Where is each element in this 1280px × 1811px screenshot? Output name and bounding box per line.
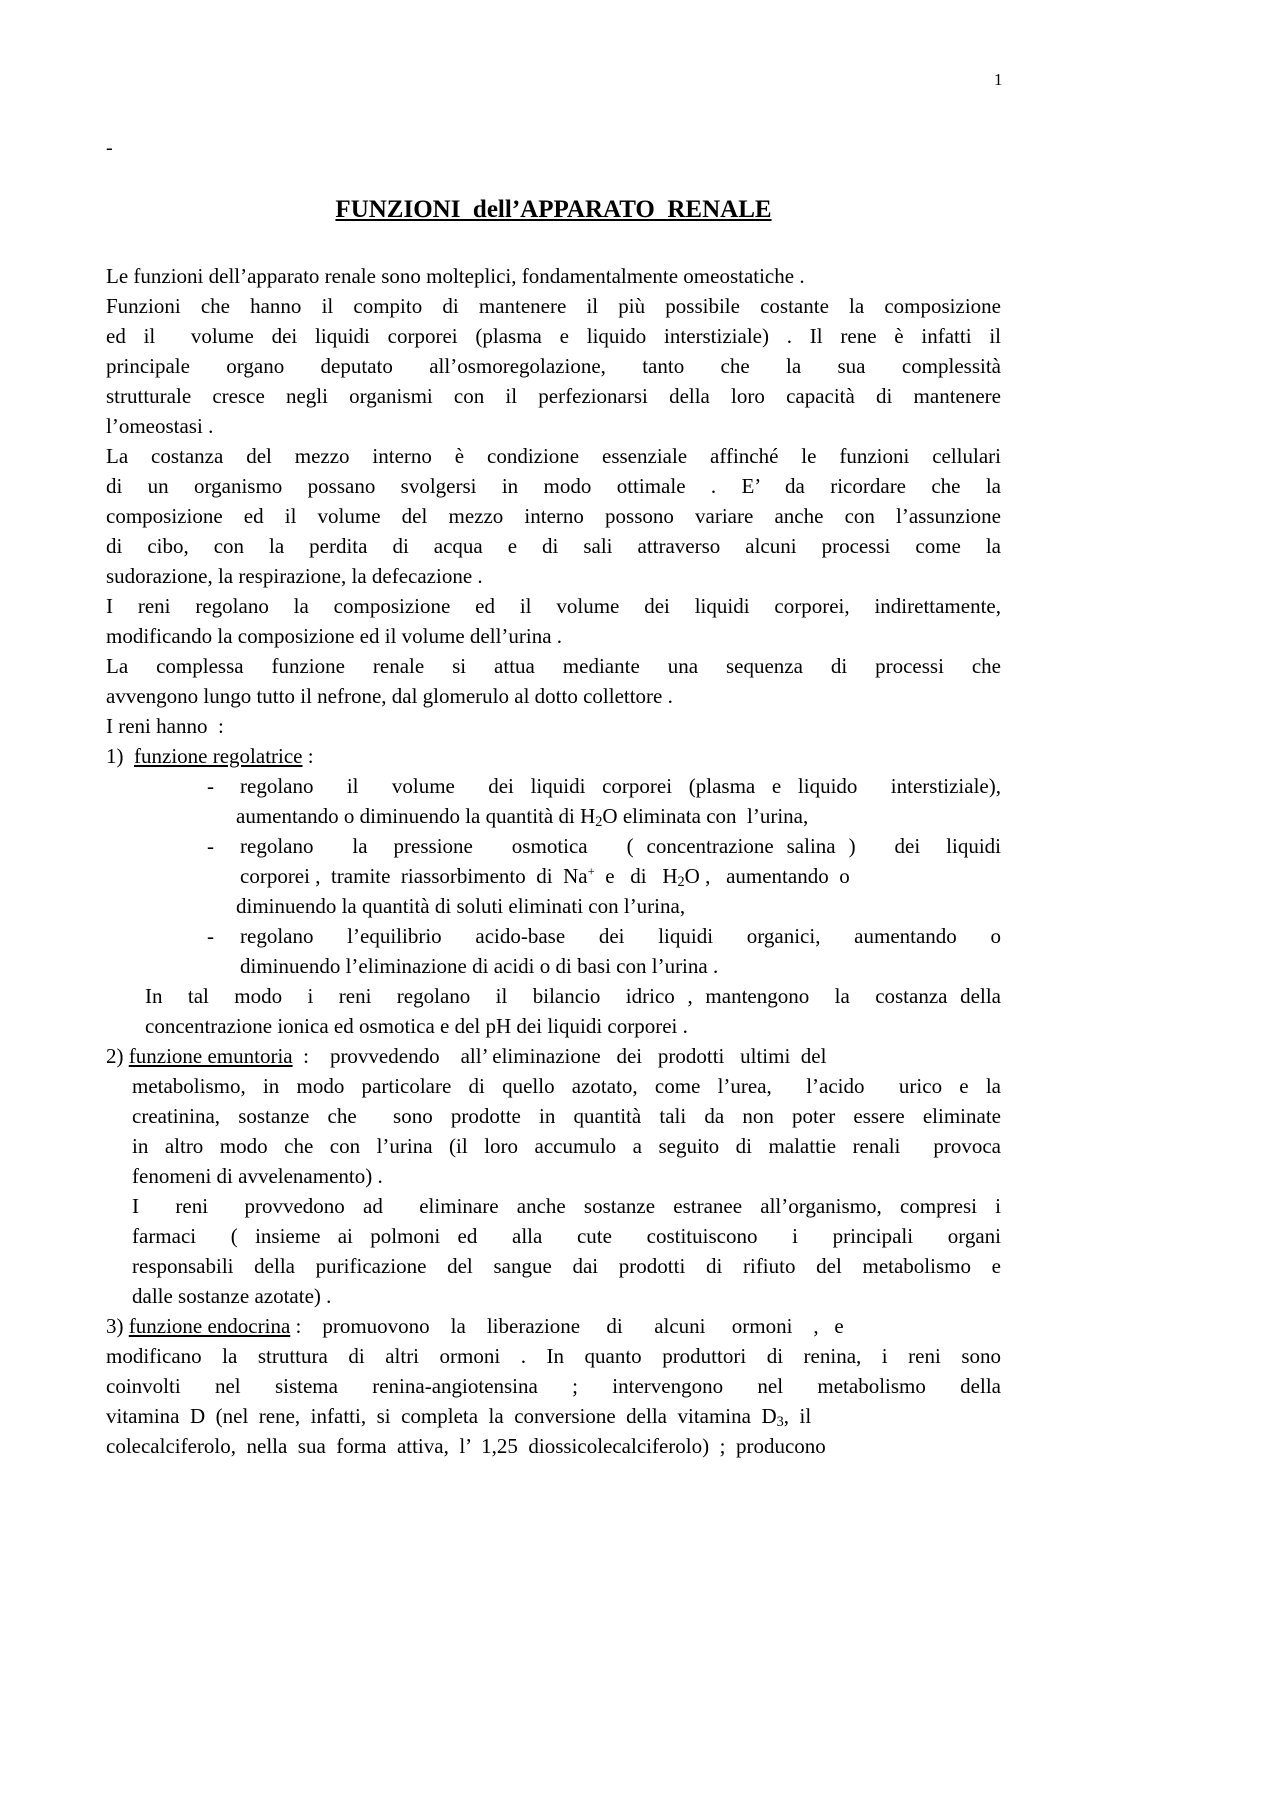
- section-heading-endocrina: 3) funzione endocrina : promuovono la liberazione di alcuni ormoni , e: [106, 1314, 844, 1338]
- paragraph-line: strutturale cresce negli organismi con il perfezionarsi della loro capacità di mantenere: [106, 384, 1001, 408]
- section-heading-regolatrice: 1) funzione regolatrice :: [106, 744, 314, 768]
- paragraph-line: responsabili della purificazione del sangue dai prodotti di rifiuto del metabolismo e: [132, 1254, 1001, 1278]
- paragraph-line: vitamina D (nel rene, infatti, si completa la conversione della vitamina $D_3$, il: [106, 1404, 812, 1430]
- bullet-dash: -: [207, 834, 214, 858]
- bullet-line: regolano la pressione osmotica ( concentrazione salina ) dei liquidi: [240, 834, 1001, 858]
- paragraph-line: I reni provvedono ad eliminare anche sostanze estranee all’organismo, compresi i: [132, 1194, 1001, 1218]
- paragraph-line: modificano la struttura di altri ormoni . In quanto produttori di renina, i reni sono: [106, 1344, 1001, 1368]
- paragraph-line: Funzioni che hanno il compito di mantenere il più possibile costante la composizione: [106, 294, 1001, 318]
- section-number: 1): [106, 744, 124, 768]
- section-label: funzione emuntoria: [128, 1044, 293, 1068]
- bullet-dash: -: [207, 924, 214, 948]
- bullet-line: regolano l’equilibrio acido-base dei liquidi organici, aumentando o: [240, 924, 1001, 948]
- paragraph-line: fenomeni di avvelenamento) .: [132, 1164, 383, 1188]
- paragraph-line: modificando la composizione ed il volume dell’urina .: [106, 624, 563, 648]
- paragraph-line: La costanza del mezzo interno è condizione essenziale affinché le funzioni cellulari: [106, 444, 1001, 468]
- paragraph-line: in altro modo che con l’urina (il loro accumulo a seguito di malattie renali provoca: [132, 1134, 1001, 1158]
- paragraph-line: farmaci ( insieme ai polmoni ed alla cute costituiscono i principali organi: [132, 1224, 1001, 1248]
- paragraph-line: l’omeostasi .: [106, 414, 214, 438]
- leading-dash: -: [106, 137, 113, 159]
- paragraph-line: La complessa funzione renale si attua mediante una sequenza di processi che: [106, 654, 1001, 678]
- paragraph-line: coinvolti nel sistema renina-angiotensina ; intervengono nel metabolismo della: [106, 1374, 1001, 1398]
- bullet-line: aumentando o diminuendo la quantità di $H_2O$ eliminata con l’urina,: [236, 804, 809, 830]
- paragraph-line: ed il volume dei liquidi corporei (plasma e liquido interstiziale) . Il rene è infatti il: [106, 324, 1001, 348]
- section-number: 3): [106, 1314, 124, 1338]
- paragraph-line: di cibo, con la perdita di acqua e di sali attraverso alcuni processi come la: [106, 534, 1001, 558]
- paragraph-line: composizione ed il volume del mezzo interno possono variare anche con l’assunzione: [106, 504, 1001, 528]
- paragraph-line: I reni regolano la composizione ed il volume dei liquidi corporei, indirettamente,: [106, 594, 1001, 618]
- paragraph-line: di un organismo possano svolgersi in modo ottimale . E’ da ricordare che la: [106, 474, 1001, 498]
- paragraph-line: principale organo deputato all’osmoregolazione, tanto che la sua complessità: [106, 354, 1001, 378]
- bullet-dash: -: [207, 774, 214, 798]
- section-label: funzione endocrina: [128, 1314, 291, 1338]
- paragraph-line: dalle sostanze azotate) .: [132, 1284, 332, 1308]
- page-title: FUNZIONI dell’APPARATO RENALE: [335, 196, 772, 223]
- paragraph-line: Le funzioni dell’apparato renale sono molteplici, fondamentalmente omeostatiche .: [106, 264, 805, 288]
- bullet-line: corporei , tramite riassorbimento di Na+ e di $H_2O$ , aumentando o: [240, 864, 850, 890]
- summary-line: In tal modo i reni regolano il bilancio idrico , mantengono la costanza della: [145, 984, 1001, 1008]
- paragraph-line: creatinina, sostanze che sono prodotte in quantità tali da non poter essere eliminate: [132, 1104, 1001, 1128]
- bullet-line: diminuendo l’eliminazione di acidi o di basi con l’urina .: [240, 954, 719, 978]
- paragraph-line: sudorazione, la respirazione, la defecazione .: [106, 564, 483, 588]
- summary-line: concentrazione ionica ed osmotica e del pH dei liquidi corporei .: [145, 1014, 688, 1038]
- paragraph-line: I reni hanno :: [106, 714, 224, 738]
- bullet-line: regolano il volume dei liquidi corporei (plasma e liquido interstiziale),: [240, 774, 1001, 798]
- section-number: 2): [106, 1044, 124, 1068]
- section-label: funzione regolatrice: [134, 744, 303, 768]
- paragraph-line: metabolismo, in modo particolare di quello azotato, come l’urea, l’acido urico e la: [132, 1074, 1001, 1098]
- paragraph-line: colecalciferolo, nella sua forma attiva, l’ 1,25 diossicolecalciferolo) ; producono: [106, 1434, 826, 1458]
- page-number: 1: [994, 70, 1003, 89]
- bullet-line: diminuendo la quantità di soluti eliminati con l’urina,: [236, 894, 686, 918]
- section-heading-emuntoria: 2) funzione emuntoria : provvedendo all’ eliminazione dei prodotti ultimi del: [106, 1044, 827, 1068]
- paragraph-line: avvengono lungo tutto il nefrone, dal glomerulo al dotto collettore .: [106, 684, 673, 708]
